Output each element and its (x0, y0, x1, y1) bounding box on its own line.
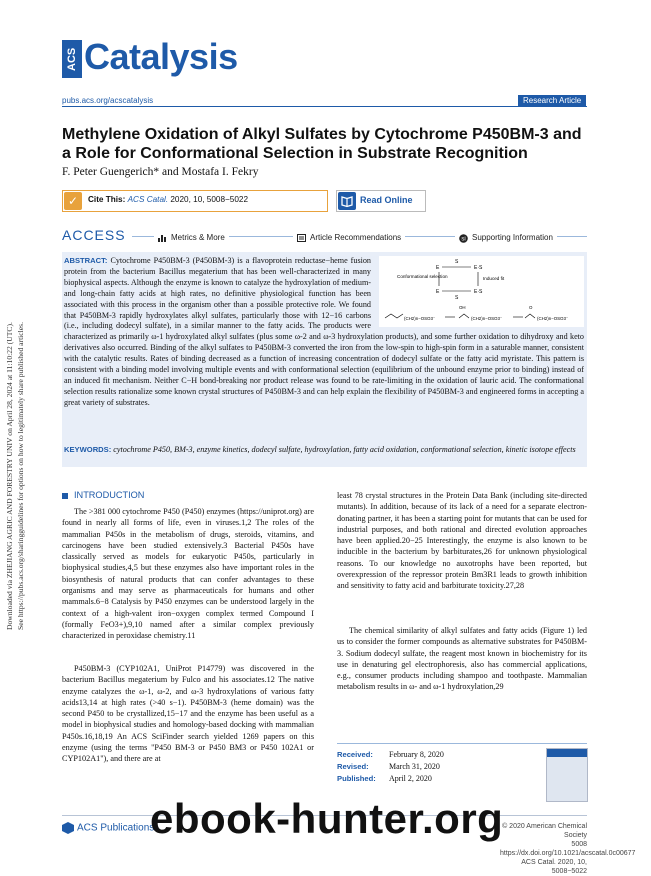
recommendations-label: Article Recommendations (310, 233, 402, 242)
toc-mol-1: (CH2)n−OSO3⁻ (404, 316, 436, 321)
toc-oh: OH (459, 305, 466, 310)
received-date: February 8, 2020 (389, 750, 444, 759)
toc-mol-2: (CH2)n−OSO3⁻ (471, 316, 503, 321)
revised-date: March 31, 2020 (389, 762, 440, 771)
article-type-badge: Research Article (518, 95, 586, 106)
section-marker-icon (62, 493, 68, 499)
acs-logo: ACS (62, 40, 82, 78)
footer-citation: ACS Catal. 2020, 10, 5008−5022 (521, 859, 587, 875)
revised-label: Revised: (337, 762, 369, 771)
supporting-info-link[interactable] (455, 233, 557, 242)
author-list[interactable]: F. Peter Guengerich* and Mostafa I. Fekry (62, 166, 259, 178)
footer-meta (500, 822, 636, 876)
received-label: Received: (337, 750, 373, 759)
abstract-text: Cytochrome P450BM-3 (P450BM-3) is a flavoprotein reductase−heme fusion protein from the bacterium Bacillus megaterium that has been well-characterized in many biophysical aspects. Although the enzyme is known to catalyze the hydroxylation of medium- and long-chain fatty acids at high rates, no definitive physiological function has been associated with this process in the organism other than a possible protective role. We found that P450BM-3 rapidly hydroxylates alkyl sulfates, particularly those with 12−16 carbons (i.e., including dodecyl sulfate), in a similar manner to the fatty acids. The products were characterized as primarily ω-1 hydroxylated alkyl sulfates (plus some ω-2 and ω-3 hydroxylation products), and some further oxidation to dihydroxy and keto derivatives also occurred. Binding of the alkyl sulfates to P450BM-3 converted the iron from the low-spin to high-spin form in a saturable manner, consistent with the catalytic results. Rates of binding decreased as a function of increasing concentration of dodecyl sulfate or the fatty acid myristate. This pattern is consistent with a binding model involving multiple events and with conformational selection (equilibrium of the unbound enzyme prior to binding) instead of an induced fit mechanism. Neither C−H bond-breaking nor product release was found to be rate-limiting in the oxidation of lauric acid. The conformational selection results rationalize some known crystal structures of P450BM-3 and can help explain the flexibility of P450BM-3 and engineered forms in accepting a great variety of substrates. (64, 256, 584, 407)
keywords-label: KEYWORDS: (64, 445, 112, 454)
toc-s-top: S (455, 259, 459, 265)
copyright: © 2020 American Chemical Society (502, 823, 587, 839)
article-title: Methylene Oxidation of Alkyl Sulfates by Cytochrome P450BM-3 and a Role for Conformational Selection in Substrate Recognition (62, 126, 582, 162)
publisher-name: ACS Publications (77, 822, 155, 834)
book-icon (338, 192, 356, 210)
toc-es-top: E·S (474, 265, 483, 271)
abstract-label: ABSTRACT: (64, 256, 108, 265)
recommendations-link[interactable] (293, 233, 405, 242)
access-label: ACCESS (62, 227, 132, 243)
intro-paragraph-4: The chemical similarity of alkyl sulfates and fatty acids (Figure 1) led us to consider the former compounds as alternative substrates for P450BM-3. Sodium dodecyl sulfate, the reagent most known in biochemistry for its use in denaturing gel electrophoresis, also has commercial applications, e.g., consumer products including shampoo and toothpaste. Mammalian metabolism results in ω- and ω-1 hydroxylation,29 (337, 626, 587, 692)
supporting-info-label: Supporting Information (472, 233, 553, 242)
toc-es-bottom: E·S (474, 289, 483, 295)
toc-induced-fit: Induced fit (483, 276, 505, 281)
intro-paragraph-1: The >381 000 cytochrome P450 (P450) enzymes (https://uniprot.org) are found in nearly all forms of life, even in viruses.1,2 The roles of the mammalian P450s in the metabolism of drugs, steroids, vitamins, and carcinogens have been studied extensively.3 Bacterial P450s have classically served as models for eukaryotic P450s, particularly in biophysical studies,4,5 but these enzymes also have important roles in the biosynthesis of natural products that can confer advantages to these organisms and may serve as pharmaceuticals for humans and other mammals.6−8 Catalysis by P450 enzymes can be understood largely in the context of a high-valent iron−oxygen complex termed Compound I (formally FeO3+),9,10 named after a similar complex previously characterized in peroxidase chemistry.11 (62, 507, 314, 641)
doi-link[interactable]: https://dx.doi.org/10.1021/acscatal.0c00677 (500, 850, 636, 857)
intro-heading (62, 490, 144, 500)
supporting-info-icon (459, 234, 468, 242)
intro-paragraph-2: P450BM-3 (CYP102A1, UniProt P14779) was discovered in the bacterium Bacillus megaterium by Fulco and his associates.12 The native enzyme catalyzes the ω-1, ω-2, and ω-3 hydroxylations of various fatty acids13,14 at high rates (>40 s−1). P450BM-3 (heme domain) was the second P450 to be crystallized,15−17 and the enzyme has been useful as a model in biophysical studies and homology-based docking with mammalian P450s.16,18,19 An ACS SciFinder search yielded 1269 papers on this enzyme (using the terms "P450 BM-3 or P450 BM3 or P450 102A1 or CYP102A1"), and there are at (62, 664, 314, 764)
acs-publications-logo (62, 822, 154, 834)
metrics-link[interactable] (154, 233, 229, 242)
journal-cover-thumbnail (546, 748, 588, 802)
download-note-line2: See https://pubs.acs.org/sharingguidelines for options on how to legitimately share published articles. (16, 322, 25, 630)
citation (88, 195, 248, 204)
cite-label: Cite This: (88, 195, 126, 204)
abstract (64, 256, 584, 409)
toc-mol-3: (CH2)n−OSO3⁻ (537, 316, 569, 321)
document-icon (297, 234, 306, 242)
published-label: Published: (337, 774, 376, 783)
toc-chain-3 (525, 314, 535, 318)
published-date: April 2, 2020 (389, 774, 432, 783)
metrics-label: Metrics & More (171, 233, 225, 242)
toc-e-bottom: E (436, 289, 440, 295)
keywords (64, 445, 584, 456)
toc-s-bottom: S (455, 295, 459, 301)
toc-conf-sel: Conformational selection (397, 274, 448, 279)
toc-chain-1 (385, 314, 403, 318)
toc-o: O (529, 305, 533, 310)
journal-url[interactable]: pubs.acs.org/acscatalysis (62, 96, 154, 105)
cite-ref: 2020, 10, 5008−5022 (170, 195, 249, 204)
toc-graphic (379, 256, 584, 327)
watermark: ebook-hunter.org (150, 795, 504, 842)
download-note-line1: Downloaded via ZHEJIANG AGRIC AND FORESTRY UNIV on April 28, 2024 at 11:10:22 (UTC). (5, 322, 14, 630)
download-note (3, 250, 31, 630)
read-online-label[interactable]: Read Online (360, 195, 413, 205)
page-number: 5008 (571, 841, 587, 848)
intro-heading-text: INTRODUCTION (74, 490, 145, 500)
intro-paragraph-3: least 78 crystal structures in the Protein Data Bank (including site-directed mutants). In addition, because of its lack of a need for a separate electron-donating partner, it has been a starting point for mutants that can be used for industrial purposes, and both rational and directed evolution approaches have been applied.20−25 Interestingly, the enzyme is also known to be inducible in the bacterium by barbiturates,26 for unknown physiological reasons. To our knowledge no auxotrophs have been reported, but overexpression of the repressor protein Bm3R1 leads to growth inhibition and sensitivity to fatty acid and barbiturate toxicity.27,28 (337, 491, 587, 591)
header-rule (62, 106, 587, 107)
toc-chain-2 (459, 314, 469, 318)
keywords-text: cytochrome P450, BM-3, enzyme kinetics, dodecyl sulfate, hydroxylation, fatty acid oxidation, conformational selection, kinetic isotope effects (113, 445, 576, 454)
svg-text:si: si (461, 236, 466, 243)
toc-e-top: E (436, 265, 440, 271)
bar-chart-icon (158, 234, 167, 242)
acs-hex-icon (62, 822, 74, 834)
cite-journal[interactable]: ACS Catal. (127, 195, 169, 204)
journal-logo: Catalysis (84, 36, 238, 77)
check-icon: ✓ (64, 192, 82, 210)
